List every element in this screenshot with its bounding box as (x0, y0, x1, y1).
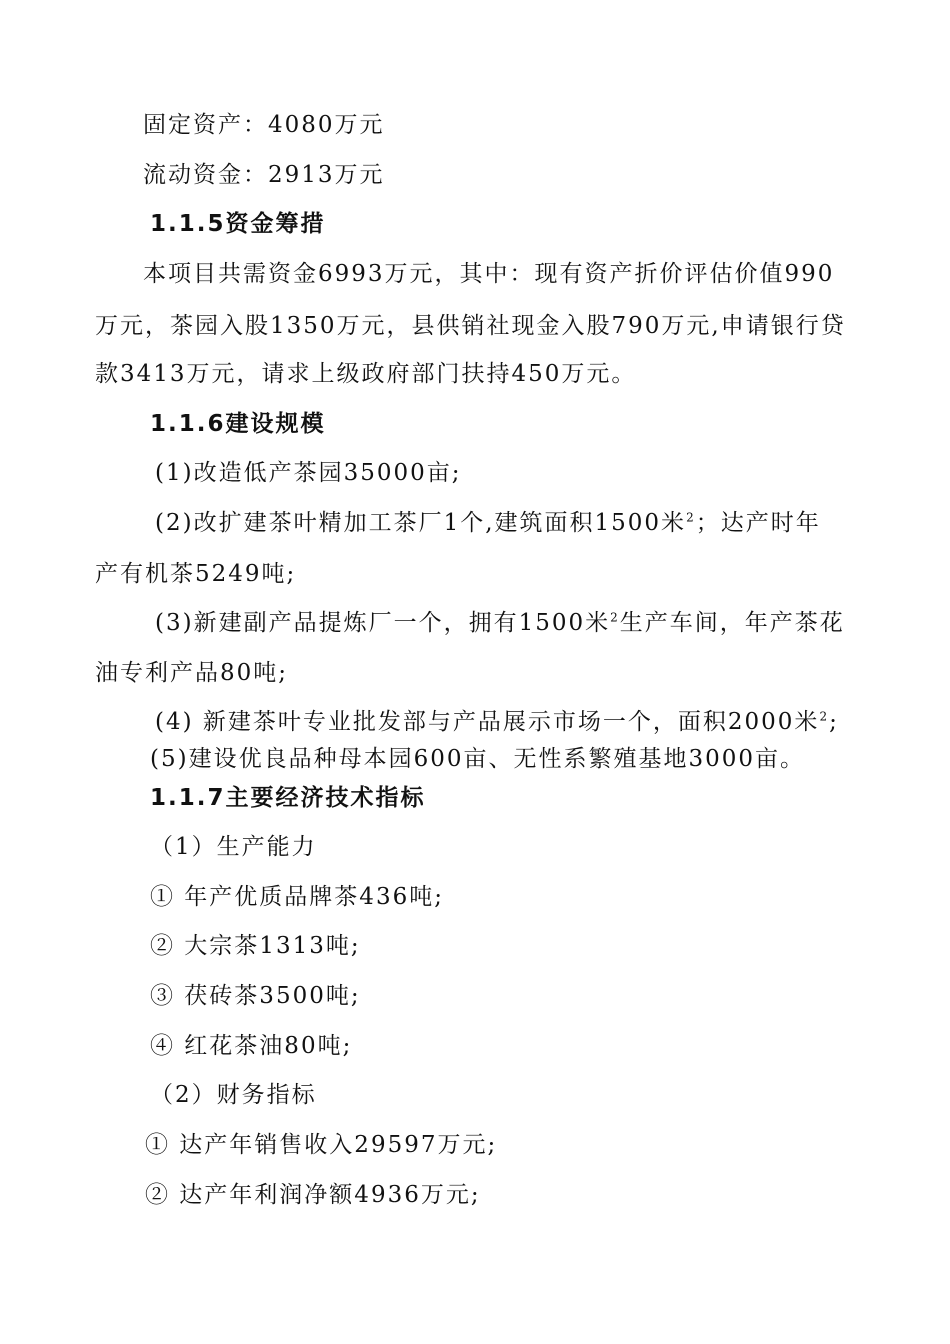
fixed-assets-line: 固定资产：4080万元 (143, 112, 385, 138)
working-capital-line: 流动资金：2913万元 (143, 162, 385, 188)
scale-item-3-line-1: (3)新建副产品提炼厂一个，拥有1500米$^2$生产车间，年产茶花 (155, 610, 845, 636)
financial-item-1: ① 达产年销售收入29597万元; (145, 1132, 498, 1158)
section-heading-1-1-6: 1.1.6建设规模 (150, 411, 326, 437)
financial-heading: （2）财务指标 (150, 1082, 317, 1108)
capacity-item-3: ③ 茯砖茶3500吨; (150, 983, 361, 1009)
scale-item-4: (4) 新建茶叶专业批发部与产品展示市场一个，面积2000米$^2$; (155, 709, 839, 735)
capacity-item-2: ② 大宗茶1313吨; (150, 933, 361, 959)
funding-paragraph-line-1: 本项目共需资金6993万元，其中：现有资产折价评估价值990 (143, 261, 835, 287)
section-heading-1-1-7: 1.1.7主要经济技术指标 (150, 785, 426, 811)
capacity-item-4: ④ 红花茶油80吨; (150, 1033, 353, 1059)
capacity-heading: （1）生产能力 (150, 834, 317, 860)
scale-item-3-line-2: 油专利产品80吨; (95, 660, 289, 686)
funding-paragraph-line-2: 万元，茶园入股1350万元，县供销社现金入股790万元,申请银行贷 (95, 313, 846, 339)
scale-item-2-line-2: 产有机茶5249吨; (95, 561, 297, 587)
financial-item-2: ② 达产年利润净额4936万元; (145, 1182, 481, 1208)
scale-item-2-line-1: (2)改扩建茶叶精加工茶厂1个,建筑面积1500米$^2$；达产时年 (155, 510, 821, 536)
funding-paragraph-line-3: 款3413万元，请求上级政府部门扶持450万元。 (95, 361, 637, 387)
scale-item-1: (1)改造低产茶园35000亩; (155, 460, 462, 486)
capacity-item-1: ① 年产优质品牌茶436吨; (150, 884, 444, 910)
scale-item-5: (5)建设优良品种母本园600亩、无性系繁殖基地3000亩。 (150, 746, 806, 772)
section-heading-1-1-5: 1.1.5资金筹措 (150, 211, 326, 237)
